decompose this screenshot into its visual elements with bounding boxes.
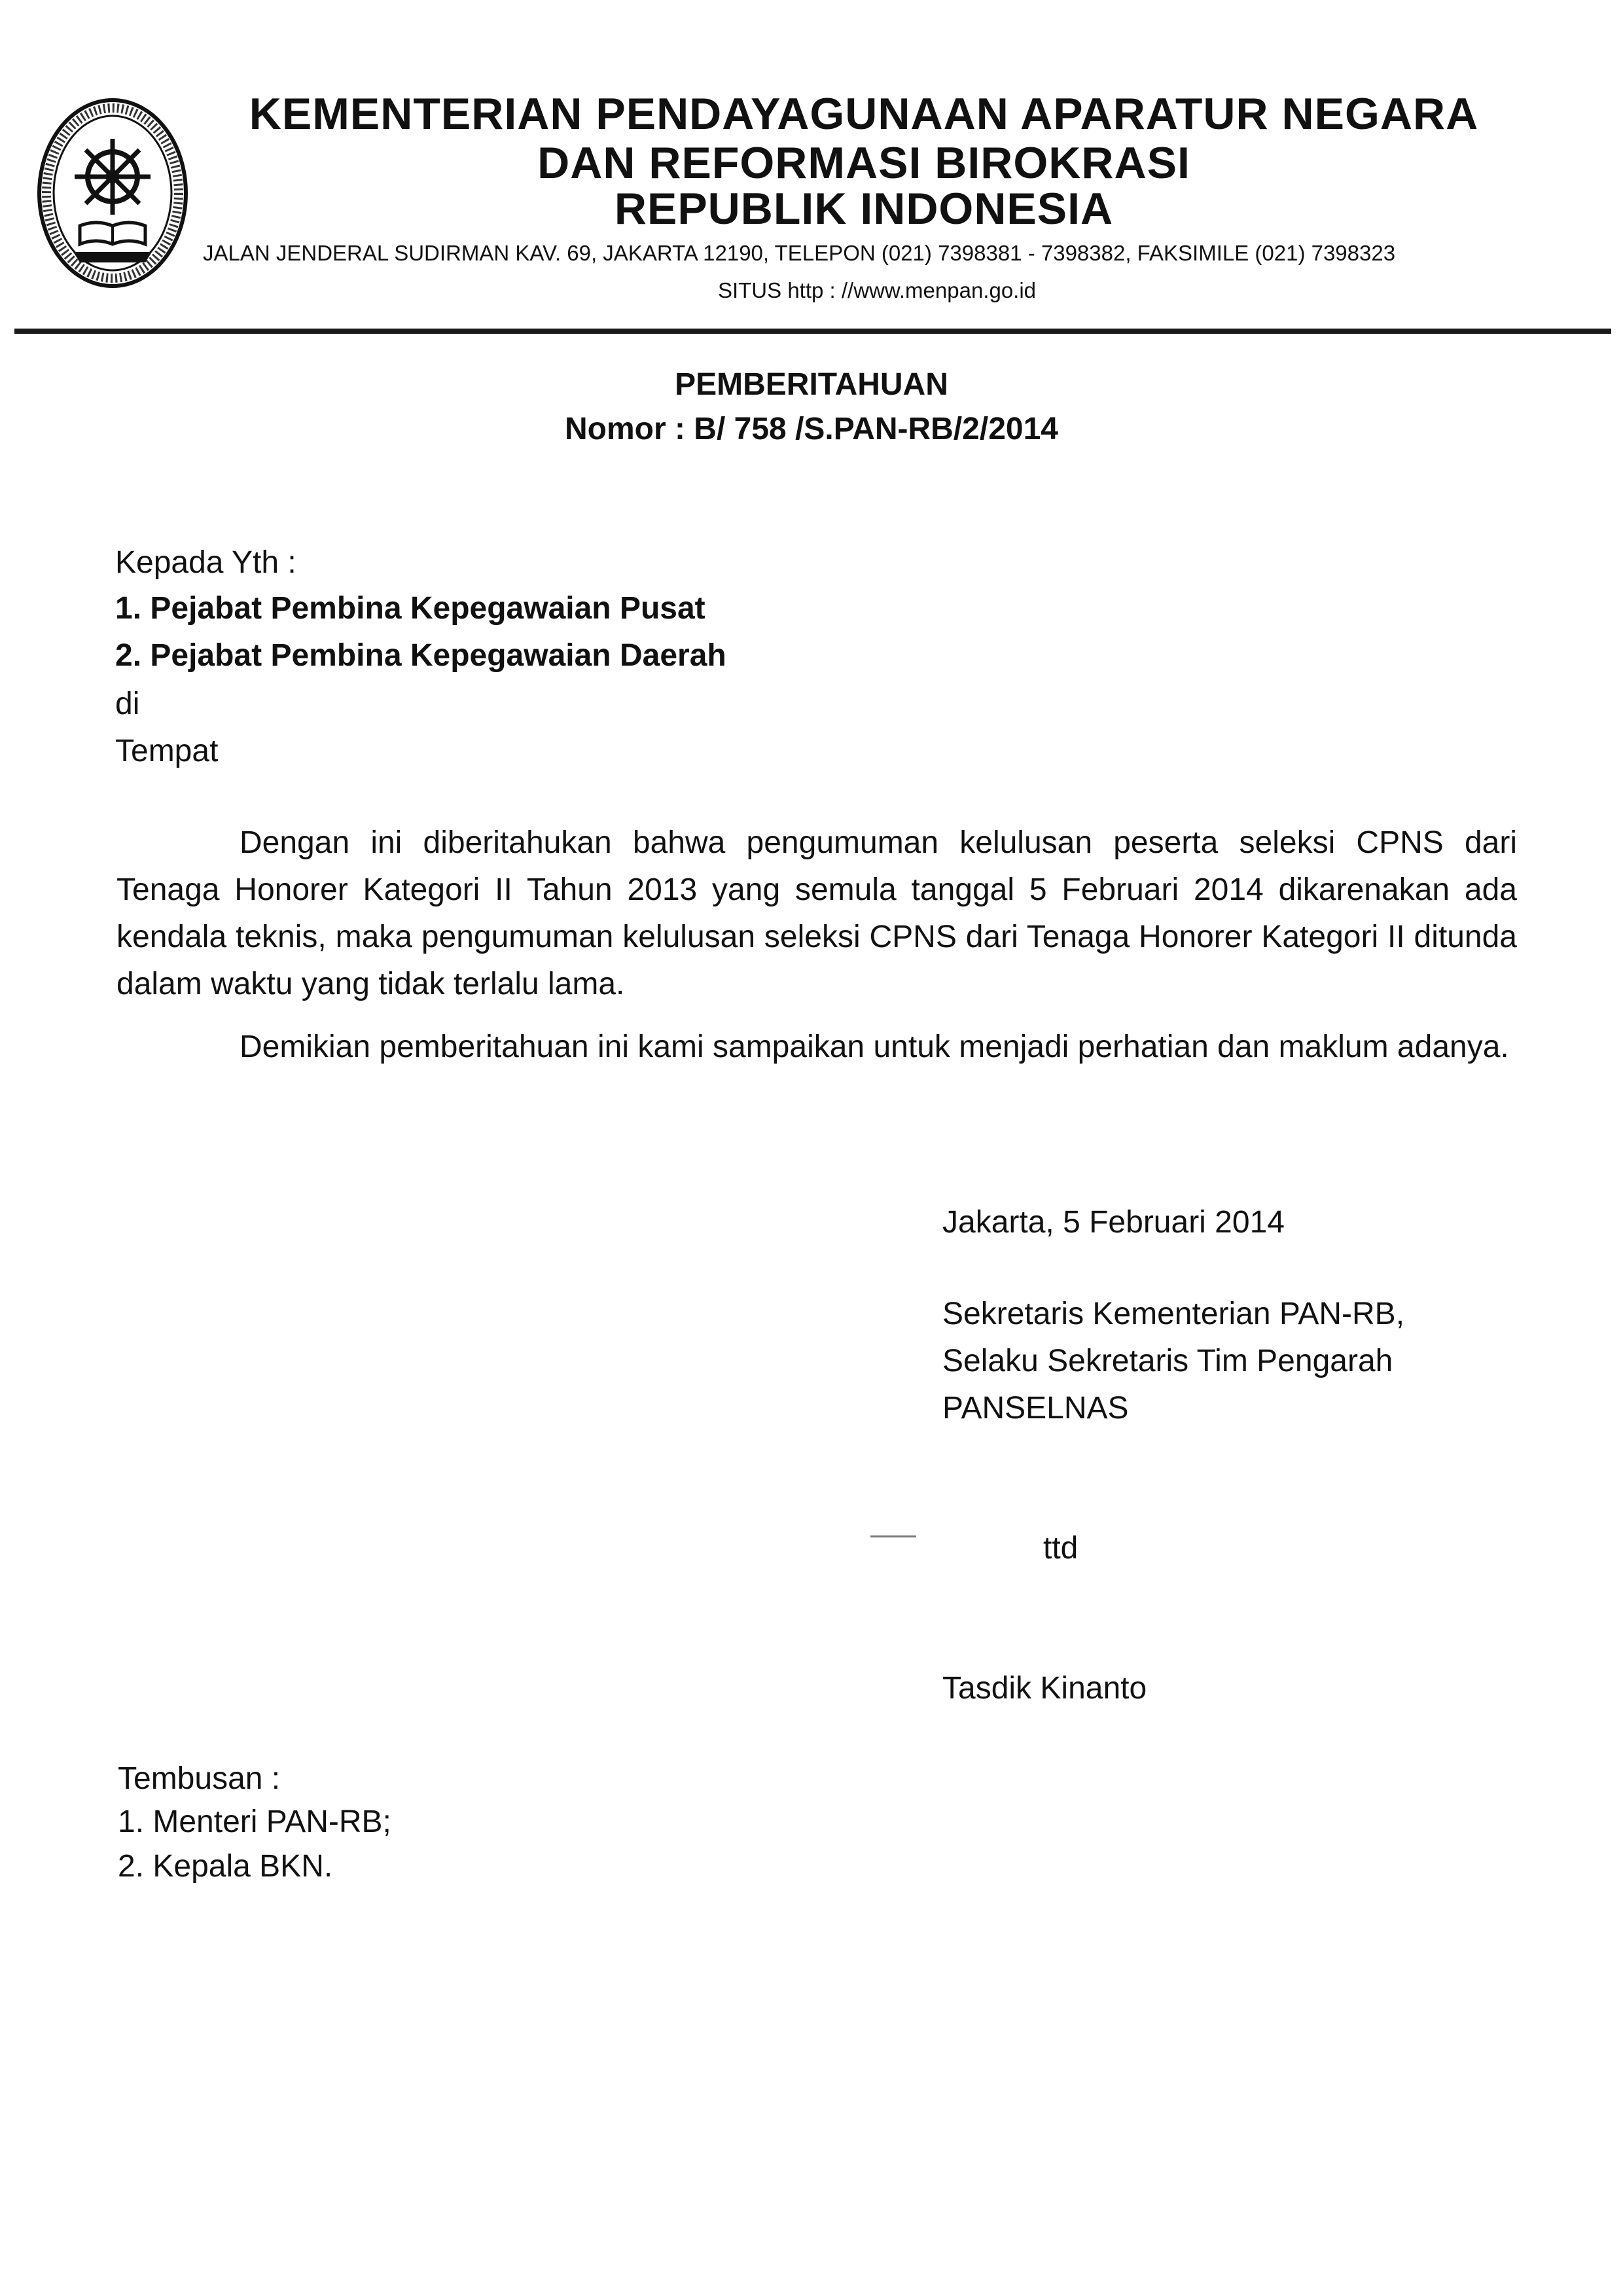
recipient-at: di bbox=[115, 687, 140, 721]
body-paragraph-2: Demikian pemberitahuan ini kami sampaikan untuk menjadi perhatian dan maklum adanya. bbox=[240, 1030, 1509, 1064]
org-address: JALAN JENDERAL SUDIRMAN KAV. 69, JAKARTA 12190, TELEPON (021) 7398381 - 7398382, FAKSIMILE (021) 7398323 bbox=[203, 241, 1396, 265]
copies-item-2: 2. Kepala BKN. bbox=[118, 1849, 333, 1884]
org-website: SITUS http : //www.menpan.go.id bbox=[717, 278, 1037, 302]
scan-mark bbox=[870, 1535, 916, 1537]
org-name-line2: DAN REFORMASI BIROKRASI bbox=[537, 138, 1190, 188]
recipient-item-2: 2. Pejabat Pembina Kepegawaian Daerah bbox=[115, 638, 726, 673]
signatory-name: Tasdik Kinanto bbox=[942, 1671, 1147, 1706]
org-name-line1: KEMENTERIAN PENDAYAGUNAAN APARATUR NEGARA bbox=[249, 89, 1479, 139]
signature-ttd: ttd bbox=[1043, 1531, 1079, 1566]
document-number: Nomor : B/ 758 /S.PAN-RB/2/2014 bbox=[564, 412, 1058, 446]
signature-place-date: Jakarta, 5 Februari 2014 bbox=[942, 1205, 1285, 1240]
recipient-intro: Kepada Yth : bbox=[115, 545, 296, 580]
letterhead-divider bbox=[14, 329, 1611, 334]
recipient-place: Tempat bbox=[115, 734, 219, 768]
copies-item-1: 1. Menteri PAN-RB; bbox=[118, 1804, 391, 1839]
document-title: PEMBERITAHUAN bbox=[675, 367, 948, 402]
signature-role-line2: Selaku Sekretaris Tim Pengarah bbox=[942, 1344, 1393, 1378]
signature-role-line1: Sekretaris Kementerian PAN-RB, bbox=[942, 1297, 1405, 1331]
recipient-item-1: 1. Pejabat Pembina Kepegawaian Pusat bbox=[115, 591, 705, 626]
signature-role-line3: PANSELNAS bbox=[942, 1391, 1129, 1426]
body-paragraph-1: Dengan ini diberitahukan bahwa pengumuman kelulusan peserta seleksi CPNS dari Tenaga Honorer Kategori II Tahun 2013 yang semula tanggal 5 Februari 2014 dikarenakan ada kendala teknis, maka pengumuman kelulusan seleksi CPNS dari Tenaga Honorer Kategori II ditunda dalam waktu yang tidak terlalu lama. bbox=[116, 825, 1517, 1001]
copies-label: Tembusan : bbox=[118, 1761, 281, 1796]
org-name-line3: REPUBLIK INDONESIA bbox=[614, 184, 1114, 234]
